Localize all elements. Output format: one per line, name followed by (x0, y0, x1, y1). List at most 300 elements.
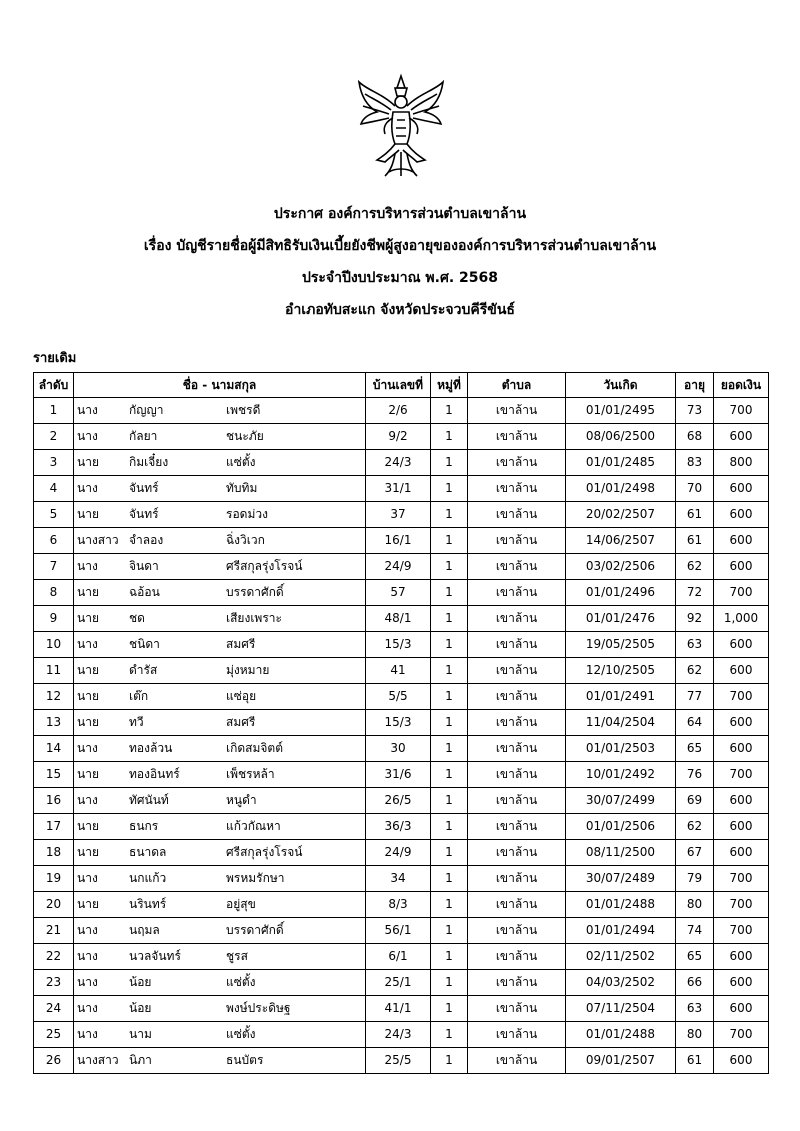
cell-dob: 01/01/2494 (566, 918, 676, 944)
cell-amount: 600 (714, 502, 769, 528)
cell-first-name: ชด (129, 611, 145, 625)
cell-no: 3 (34, 450, 74, 476)
garuda-emblem-icon (355, 72, 447, 180)
table-row (34, 762, 769, 788)
cell-moo: 1 (431, 762, 468, 788)
cell-house: 16/1 (366, 528, 431, 554)
table-row (34, 606, 769, 632)
cell-house: 24/9 (366, 840, 431, 866)
cell-no: 12 (34, 684, 74, 710)
cell-first-name: น้อย (129, 975, 152, 989)
cell-last-name: บรรดาศักดิ์ (226, 923, 284, 937)
cell-last-name: เสียงเพราะ (226, 611, 282, 625)
cell-title: นาย (77, 611, 99, 625)
cell-dob: 11/04/2504 (566, 710, 676, 736)
cell-tambon: เขาล้าน (468, 996, 566, 1022)
cell-title: นาง (77, 949, 98, 963)
cell-moo: 1 (431, 710, 468, 736)
cell-name (74, 398, 366, 424)
cell-amount: 1,000 (714, 606, 769, 632)
cell-house: 9/2 (366, 424, 431, 450)
cell-amount: 600 (714, 944, 769, 970)
cell-first-name: ทองอินทร์ (129, 767, 180, 781)
col-header-moo: หมู่ที่ (431, 373, 468, 398)
cell-name (74, 606, 366, 632)
cell-house: 41 (366, 658, 431, 684)
cell-tambon: เขาล้าน (468, 762, 566, 788)
cell-last-name: เพชรดี (226, 403, 261, 417)
cell-last-name: พรหมรักษา (226, 871, 285, 885)
table-row (34, 788, 769, 814)
cell-last-name: แก้วกัณหา (226, 819, 281, 833)
cell-age: 83 (676, 450, 714, 476)
cell-age: 77 (676, 684, 714, 710)
cell-first-name: กัญญา (129, 403, 164, 417)
cell-first-name: นกแก้ว (129, 871, 167, 885)
cell-house: 41/1 (366, 996, 431, 1022)
cell-house: 57 (366, 580, 431, 606)
cell-house: 6/1 (366, 944, 431, 970)
cell-first-name: เต๊ก (129, 689, 149, 703)
col-header-tambon: ตำบล (468, 373, 566, 398)
cell-name (74, 944, 366, 970)
cell-amount: 700 (714, 918, 769, 944)
cell-house: 31/1 (366, 476, 431, 502)
cell-first-name: ทวี (129, 715, 144, 729)
cell-age: 74 (676, 918, 714, 944)
cell-amount: 600 (714, 632, 769, 658)
cell-title: นาง (77, 637, 98, 651)
cell-no: 4 (34, 476, 74, 502)
cell-tambon: เขาล้าน (468, 1048, 566, 1074)
cell-house: 56/1 (366, 918, 431, 944)
cell-age: 67 (676, 840, 714, 866)
cell-moo: 1 (431, 970, 468, 996)
cell-dob: 20/02/2507 (566, 502, 676, 528)
cell-age: 69 (676, 788, 714, 814)
cell-no: 19 (34, 866, 74, 892)
cell-house: 25/5 (366, 1048, 431, 1074)
cell-first-name: กิมเจี๋ยง (129, 455, 169, 469)
table-header-row (34, 373, 769, 398)
cell-dob: 12/10/2505 (566, 658, 676, 684)
cell-no: 18 (34, 840, 74, 866)
cell-last-name: ฉิ่งวิเวก (226, 533, 265, 547)
cell-no: 6 (34, 528, 74, 554)
cell-dob: 04/03/2502 (566, 970, 676, 996)
district-province: อำเภอทับสะแก จังหวัดประจวบคีรีขันธ์ (285, 302, 515, 318)
cell-name (74, 736, 366, 762)
cell-no: 21 (34, 918, 74, 944)
cell-name (74, 1022, 366, 1048)
section-label: รายเดิม (33, 351, 77, 366)
cell-moo: 1 (431, 944, 468, 970)
cell-title: นาง (77, 871, 98, 885)
cell-first-name: นรินทร์ (129, 897, 167, 911)
cell-last-name: ศรีสกุลรุ่งโรจน์ (226, 559, 303, 573)
col-header-house: บ้านเลขที่ (366, 373, 431, 398)
cell-title: นาง (77, 481, 98, 495)
cell-title: นาย (77, 663, 99, 677)
cell-last-name: แซ่ตั้ง (226, 975, 256, 989)
cell-moo: 1 (431, 528, 468, 554)
cell-house: 15/3 (366, 632, 431, 658)
cell-moo: 1 (431, 866, 468, 892)
cell-age: 79 (676, 866, 714, 892)
cell-moo: 1 (431, 1048, 468, 1074)
cell-moo: 1 (431, 892, 468, 918)
cell-tambon: เขาล้าน (468, 528, 566, 554)
cell-house: 30 (366, 736, 431, 762)
cell-title: นาย (77, 455, 99, 469)
cell-house: 15/3 (366, 710, 431, 736)
table-row (34, 450, 769, 476)
cell-house: 37 (366, 502, 431, 528)
cell-tambon: เขาล้าน (468, 502, 566, 528)
cell-no: 8 (34, 580, 74, 606)
cell-tambon: เขาล้าน (468, 476, 566, 502)
table-row (34, 502, 769, 528)
cell-title: นาง (77, 403, 98, 417)
cell-tambon: เขาล้าน (468, 866, 566, 892)
cell-title: นาง (77, 559, 98, 573)
cell-name (74, 866, 366, 892)
cell-dob: 01/01/2506 (566, 814, 676, 840)
cell-dob: 30/07/2499 (566, 788, 676, 814)
cell-house: 5/5 (366, 684, 431, 710)
cell-moo: 1 (431, 1022, 468, 1048)
cell-no: 5 (34, 502, 74, 528)
cell-tambon: เขาล้าน (468, 450, 566, 476)
cell-first-name: ทัศนันท์ (129, 793, 169, 807)
cell-first-name: นิภา (129, 1053, 152, 1067)
cell-last-name: ศรีสกุลรุ่งโรจน์ (226, 845, 303, 859)
cell-age: 62 (676, 814, 714, 840)
table-row (34, 476, 769, 502)
cell-title: นาย (77, 845, 99, 859)
table-row (34, 1022, 769, 1048)
cell-amount: 600 (714, 970, 769, 996)
cell-age: 73 (676, 398, 714, 424)
table-row (34, 424, 769, 450)
cell-title: นางสาว (77, 1053, 119, 1067)
cell-last-name: เพ็ชรหล้า (226, 767, 275, 781)
cell-name (74, 840, 366, 866)
beneficiary-table (33, 372, 769, 1074)
cell-house: 24/3 (366, 450, 431, 476)
cell-title: นาย (77, 689, 99, 703)
cell-title: นาง (77, 1001, 98, 1015)
cell-amount: 800 (714, 450, 769, 476)
cell-name (74, 554, 366, 580)
cell-age: 92 (676, 606, 714, 632)
cell-amount: 700 (714, 580, 769, 606)
cell-age: 65 (676, 944, 714, 970)
cell-last-name: แซ่ตั้ง (226, 455, 256, 469)
cell-dob: 01/01/2485 (566, 450, 676, 476)
cell-first-name: ธนกร (129, 819, 159, 833)
table-row (34, 528, 769, 554)
cell-dob: 01/01/2503 (566, 736, 676, 762)
cell-name (74, 710, 366, 736)
cell-dob: 01/01/2476 (566, 606, 676, 632)
cell-tambon: เขาล้าน (468, 1022, 566, 1048)
cell-no: 23 (34, 970, 74, 996)
cell-last-name: ธนบัตร (226, 1053, 264, 1067)
cell-first-name: ทองล้วน (129, 741, 173, 755)
cell-moo: 1 (431, 684, 468, 710)
cell-name (74, 1048, 366, 1074)
cell-no: 20 (34, 892, 74, 918)
cell-name (74, 918, 366, 944)
cell-no: 16 (34, 788, 74, 814)
cell-moo: 1 (431, 398, 468, 424)
table-row (34, 996, 769, 1022)
cell-moo: 1 (431, 476, 468, 502)
col-header-no: ลำดับ (34, 373, 74, 398)
cell-tambon: เขาล้าน (468, 632, 566, 658)
cell-first-name: ดำรัส (129, 663, 158, 677)
cell-name (74, 814, 366, 840)
cell-age: 64 (676, 710, 714, 736)
cell-title: นางสาว (77, 533, 119, 547)
cell-moo: 1 (431, 554, 468, 580)
cell-amount: 700 (714, 762, 769, 788)
cell-amount: 600 (714, 840, 769, 866)
cell-title: นาง (77, 793, 98, 807)
cell-moo: 1 (431, 424, 468, 450)
cell-moo: 1 (431, 658, 468, 684)
cell-title: นาย (77, 819, 99, 833)
cell-dob: 09/01/2507 (566, 1048, 676, 1074)
cell-amount: 600 (714, 814, 769, 840)
table-row (34, 580, 769, 606)
cell-title: นาย (77, 585, 99, 599)
cell-moo: 1 (431, 814, 468, 840)
cell-no: 2 (34, 424, 74, 450)
cell-house: 26/5 (366, 788, 431, 814)
cell-title: นาง (77, 1027, 98, 1041)
cell-amount: 600 (714, 996, 769, 1022)
cell-no: 1 (34, 398, 74, 424)
cell-name (74, 528, 366, 554)
cell-no: 15 (34, 762, 74, 788)
cell-dob: 01/01/2488 (566, 1022, 676, 1048)
cell-first-name: กัลยา (129, 429, 158, 443)
cell-dob: 01/01/2495 (566, 398, 676, 424)
cell-last-name: สมศรี (226, 715, 256, 729)
cell-dob: 19/05/2505 (566, 632, 676, 658)
cell-age: 61 (676, 1048, 714, 1074)
cell-dob: 14/06/2507 (566, 528, 676, 554)
cell-moo: 1 (431, 580, 468, 606)
cell-house: 8/3 (366, 892, 431, 918)
cell-first-name: นวลจันทร์ (129, 949, 181, 963)
cell-first-name: จินดา (129, 559, 159, 573)
cell-house: 36/3 (366, 814, 431, 840)
cell-age: 80 (676, 892, 714, 918)
col-header-name: ชื่อ - นามสกุล (74, 373, 366, 398)
cell-moo: 1 (431, 918, 468, 944)
cell-dob: 08/11/2500 (566, 840, 676, 866)
cell-title: นาย (77, 767, 99, 781)
cell-tambon: เขาล้าน (468, 970, 566, 996)
cell-age: 61 (676, 528, 714, 554)
cell-last-name: มุ่งหมาย (226, 663, 270, 677)
table-row (34, 658, 769, 684)
cell-name (74, 788, 366, 814)
cell-dob: 02/11/2502 (566, 944, 676, 970)
cell-name (74, 970, 366, 996)
cell-name (74, 476, 366, 502)
cell-amount: 600 (714, 528, 769, 554)
cell-name (74, 892, 366, 918)
cell-title: นาง (77, 975, 98, 989)
cell-amount: 700 (714, 866, 769, 892)
cell-tambon: เขาล้าน (468, 606, 566, 632)
cell-dob: 08/06/2500 (566, 424, 676, 450)
col-header-dob: วันเกิด (566, 373, 676, 398)
cell-no: 14 (34, 736, 74, 762)
cell-age: 72 (676, 580, 714, 606)
cell-no: 10 (34, 632, 74, 658)
cell-last-name: ชนะภัย (226, 429, 264, 443)
table-row (34, 970, 769, 996)
cell-moo: 1 (431, 450, 468, 476)
cell-tambon: เขาล้าน (468, 684, 566, 710)
cell-last-name: พงษ์ประดิษฐ (226, 1001, 291, 1015)
cell-tambon: เขาล้าน (468, 944, 566, 970)
table-row (34, 1048, 769, 1074)
cell-no: 9 (34, 606, 74, 632)
cell-tambon: เขาล้าน (468, 398, 566, 424)
cell-title: นาย (77, 897, 99, 911)
cell-amount: 700 (714, 398, 769, 424)
cell-first-name: ชนิดา (129, 637, 160, 651)
cell-name (74, 632, 366, 658)
cell-last-name: สมศรี (226, 637, 256, 651)
cell-first-name: ธนาดล (129, 845, 167, 859)
table-row (34, 710, 769, 736)
cell-tambon: เขาล้าน (468, 814, 566, 840)
table-row (34, 814, 769, 840)
cell-moo: 1 (431, 736, 468, 762)
cell-age: 66 (676, 970, 714, 996)
cell-amount: 600 (714, 788, 769, 814)
table-row (34, 840, 769, 866)
cell-dob: 07/11/2504 (566, 996, 676, 1022)
cell-tambon: เขาล้าน (468, 892, 566, 918)
cell-amount: 600 (714, 710, 769, 736)
cell-name (74, 424, 366, 450)
cell-house: 34 (366, 866, 431, 892)
cell-moo: 1 (431, 606, 468, 632)
cell-last-name: ชูรส (226, 949, 248, 963)
cell-age: 70 (676, 476, 714, 502)
cell-title: นาย (77, 715, 99, 729)
table-row (34, 736, 769, 762)
cell-house: 2/6 (366, 398, 431, 424)
cell-age: 76 (676, 762, 714, 788)
cell-first-name: จำลอง (129, 533, 164, 547)
cell-title: นาง (77, 923, 98, 937)
cell-name (74, 996, 366, 1022)
cell-age: 62 (676, 554, 714, 580)
cell-no: 26 (34, 1048, 74, 1074)
cell-amount: 700 (714, 684, 769, 710)
cell-first-name: นาม (129, 1027, 152, 1041)
table-row (34, 632, 769, 658)
cell-age: 65 (676, 736, 714, 762)
cell-amount: 600 (714, 1048, 769, 1074)
cell-amount: 600 (714, 554, 769, 580)
cell-last-name: แซ่ตั้ง (226, 1027, 256, 1041)
cell-name (74, 580, 366, 606)
cell-dob: 01/01/2491 (566, 684, 676, 710)
announcement-subject: เรื่อง บัญชีรายชื่อผู้มีสิทธิรับเงินเบี้ยยังชีพผู้สูงอายุขององค์การบริหารส่วนตำบลเขาล้าน (143, 238, 657, 254)
cell-age: 63 (676, 632, 714, 658)
cell-amount: 700 (714, 1022, 769, 1048)
cell-name (74, 762, 366, 788)
cell-tambon: เขาล้าน (468, 918, 566, 944)
table-row (34, 554, 769, 580)
cell-no: 25 (34, 1022, 74, 1048)
cell-dob: 10/01/2492 (566, 762, 676, 788)
cell-age: 62 (676, 658, 714, 684)
cell-tambon: เขาล้าน (468, 554, 566, 580)
cell-dob: 01/01/2498 (566, 476, 676, 502)
cell-no: 22 (34, 944, 74, 970)
cell-house: 25/1 (366, 970, 431, 996)
cell-no: 13 (34, 710, 74, 736)
cell-first-name: น้อย (129, 1001, 152, 1015)
cell-first-name: นฤมล (129, 923, 160, 937)
cell-tambon: เขาล้าน (468, 788, 566, 814)
cell-title: นาง (77, 429, 98, 443)
cell-amount: 600 (714, 658, 769, 684)
cell-tambon: เขาล้าน (468, 424, 566, 450)
cell-amount: 600 (714, 736, 769, 762)
cell-tambon: เขาล้าน (468, 840, 566, 866)
table-row (34, 892, 769, 918)
table-row (34, 918, 769, 944)
fiscal-year: ประจำปีงบประมาณ พ.ศ. 2568 (301, 270, 499, 286)
cell-name (74, 502, 366, 528)
cell-no: 11 (34, 658, 74, 684)
cell-last-name: หนูดำ (226, 793, 257, 807)
cell-name (74, 658, 366, 684)
cell-moo: 1 (431, 788, 468, 814)
cell-dob: 01/01/2496 (566, 580, 676, 606)
table-row (34, 398, 769, 424)
cell-last-name: รอดม่วง (226, 507, 268, 521)
cell-dob: 30/07/2489 (566, 866, 676, 892)
cell-moo: 1 (431, 840, 468, 866)
cell-amount: 700 (714, 892, 769, 918)
table-row (34, 866, 769, 892)
cell-title: นาย (77, 507, 99, 521)
cell-tambon: เขาล้าน (468, 710, 566, 736)
cell-name (74, 450, 366, 476)
cell-moo: 1 (431, 632, 468, 658)
col-header-age: อายุ (676, 373, 714, 398)
cell-age: 80 (676, 1022, 714, 1048)
cell-name (74, 684, 366, 710)
cell-last-name: แซ่อุย (226, 689, 257, 703)
cell-no: 7 (34, 554, 74, 580)
cell-dob: 01/01/2488 (566, 892, 676, 918)
cell-moo: 1 (431, 996, 468, 1022)
